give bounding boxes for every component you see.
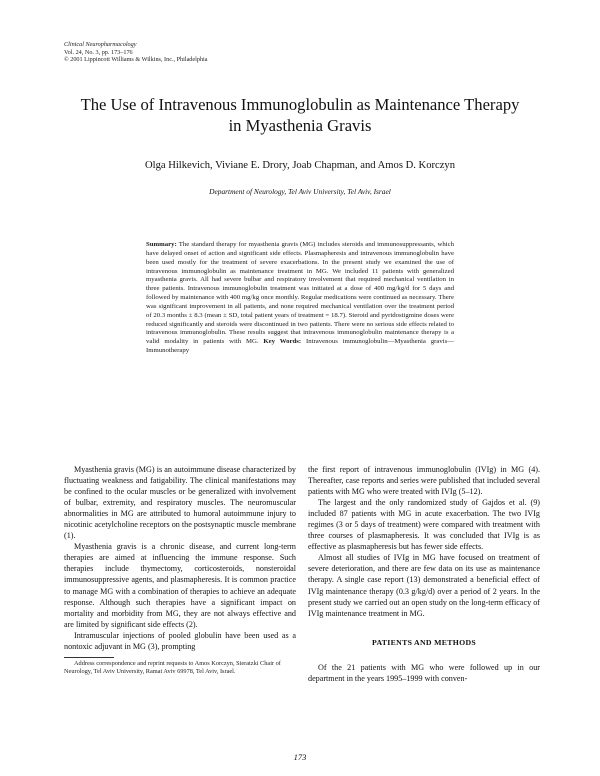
footnote-divider bbox=[64, 657, 114, 658]
keywords: Intravenous immunoglobulin—Myasthenia gravis—Immunotherapy bbox=[146, 338, 454, 355]
title-line-1: The Use of Intravenous Immunoglobulin as Maintenance Therapy bbox=[80, 95, 520, 114]
journal-header bbox=[64, 41, 208, 64]
right-column bbox=[308, 464, 540, 619]
journal-copyright: © 2001 Lippincott Williams & Wilkins, Inc., Philadelphia bbox=[64, 56, 208, 64]
body-paragraph: Almost all studies of IVIg in MG have focused on treatment of severe deterioration, and there are few data on its use as maintenance therapy. A single case report (13) demonstrated a beneficial effect of IVIg maintenance therapy (0.3 g/kg/d) over a period of 2 years. In the present study we carried out an open study on the long-term efficacy of IVIg maintenance treatment in MG. bbox=[308, 553, 540, 618]
footnote bbox=[64, 660, 296, 675]
body-paragraph: the first report of intravenous immunoglobulin (IVIg) in MG (4). Thereafter, case reports and series were published that included several patients with MG who were treated with IVIg (5–12). bbox=[308, 465, 540, 497]
article-title bbox=[40, 94, 560, 136]
page-number: 173 bbox=[293, 752, 307, 762]
abstract-label: Summary: bbox=[146, 241, 177, 248]
methods-column bbox=[308, 662, 540, 684]
journal-name: Clinical Neuropharmacology bbox=[64, 41, 137, 48]
affiliation: Department of Neurology, Tel Aviv University, Tel Aviv, Israel bbox=[209, 187, 391, 196]
journal-volume: Vol. 24, No. 3, pp. 173–176 bbox=[64, 48, 133, 56]
body-paragraph: Of the 21 patients with MG who were followed up in our department in the years 1995–1999 with conven- bbox=[308, 663, 540, 684]
keywords-label: Key Words: bbox=[263, 338, 302, 346]
left-column bbox=[64, 464, 296, 652]
body-paragraph: The largest and the only randomized study of Gajdos et al. (9) included 87 patients with MG in acute exacerbation. The two IVIg regimes (3 or 5 days of treatment) were compared with treatment with three courses of plasmapheresis. It was concluded that IVIg is as effective as plasmapheresis but has fewer side effects. bbox=[308, 498, 540, 552]
abstract-text: The standard therapy for myasthenia gravis (MG) includes steroids and immunosuppressants, which have delayed onset of action and significant side effects. Plasmapheresis and intravenous immunoglobulin have been used mostly for the treatment of severe exacerbations. In the present study we examined the use of intravenous immunoglobulin as maintenance treatment in MG. We included 11 patients with generalized myasthenia gravis. All had severe bulbar and respiratory involvement that required mechanical ventilation in three patients. Intravenous immunoglobulin treatment was initiated at a dose of 400 mg/kg/d for 5 days and followed by maintenance with 400 mg/kg once monthly. Regular medications were continued as necessary. There was significant improvement in all patients, and none required mechanical ventilation over the treatment period of 20.3 months ± 8.3 (mean ± SD, total patient years of treatment = 18.7). Steroid and pyridostigmine doses were reduced significantly and steroids were discontinued in two patients. There were no serious side effects related to intravenous immunoglobulin. These results suggest that intravenous immunoglobulin maintenance therapy is a valid modality in patients with MG. bbox=[146, 241, 454, 346]
footnote-text: Address correspondence and reprint requests to Amos Korczyn, Sieratzki Chair of Neurology, Tel Aviv University, Ramat Aviv 69978, Tel Aviv, Israel. bbox=[64, 660, 281, 675]
title-line-2: in Myasthenia Gravis bbox=[228, 116, 372, 135]
body-paragraph: Intramuscular injections of pooled globulin have been used as a nontoxic adjuvant in MG (3), prompting bbox=[64, 630, 296, 651]
body-paragraph: Myasthenia gravis (MG) is an autoimmune disease characterized by fluctuating weakness and fatigability. The clinical manifestations may be confined to the ocular muscles or be generalized with involvement of bulbar, extremity, and respiratory muscles. The neuromuscular abnormalities in MG are attributed to humoral autoimmune injury to nicotinic acetylcholine receptors on the postsynaptic muscle membrane (1). bbox=[64, 465, 296, 541]
section-heading: PATIENTS AND METHODS bbox=[371, 638, 477, 647]
authors: Olga Hilkevich, Viviane E. Drory, Joab Chapman, and Amos D. Korczyn bbox=[144, 160, 456, 171]
abstract bbox=[146, 241, 454, 356]
body-paragraph: Myasthenia gravis is a chronic disease, and current long-term therapies are aimed at influencing the immune response. Such therapies include thymectomy, corticosteroids, nonsteroidal immunosuppressive agents, and plasmapheresis. It is common practice to manage MG with a combination of therapies to achieve an adequate response. Although such therapies have a significant impact on mortality and morbidity from MG, they are not always effective and are limited by significant side effects (2). bbox=[64, 542, 296, 629]
